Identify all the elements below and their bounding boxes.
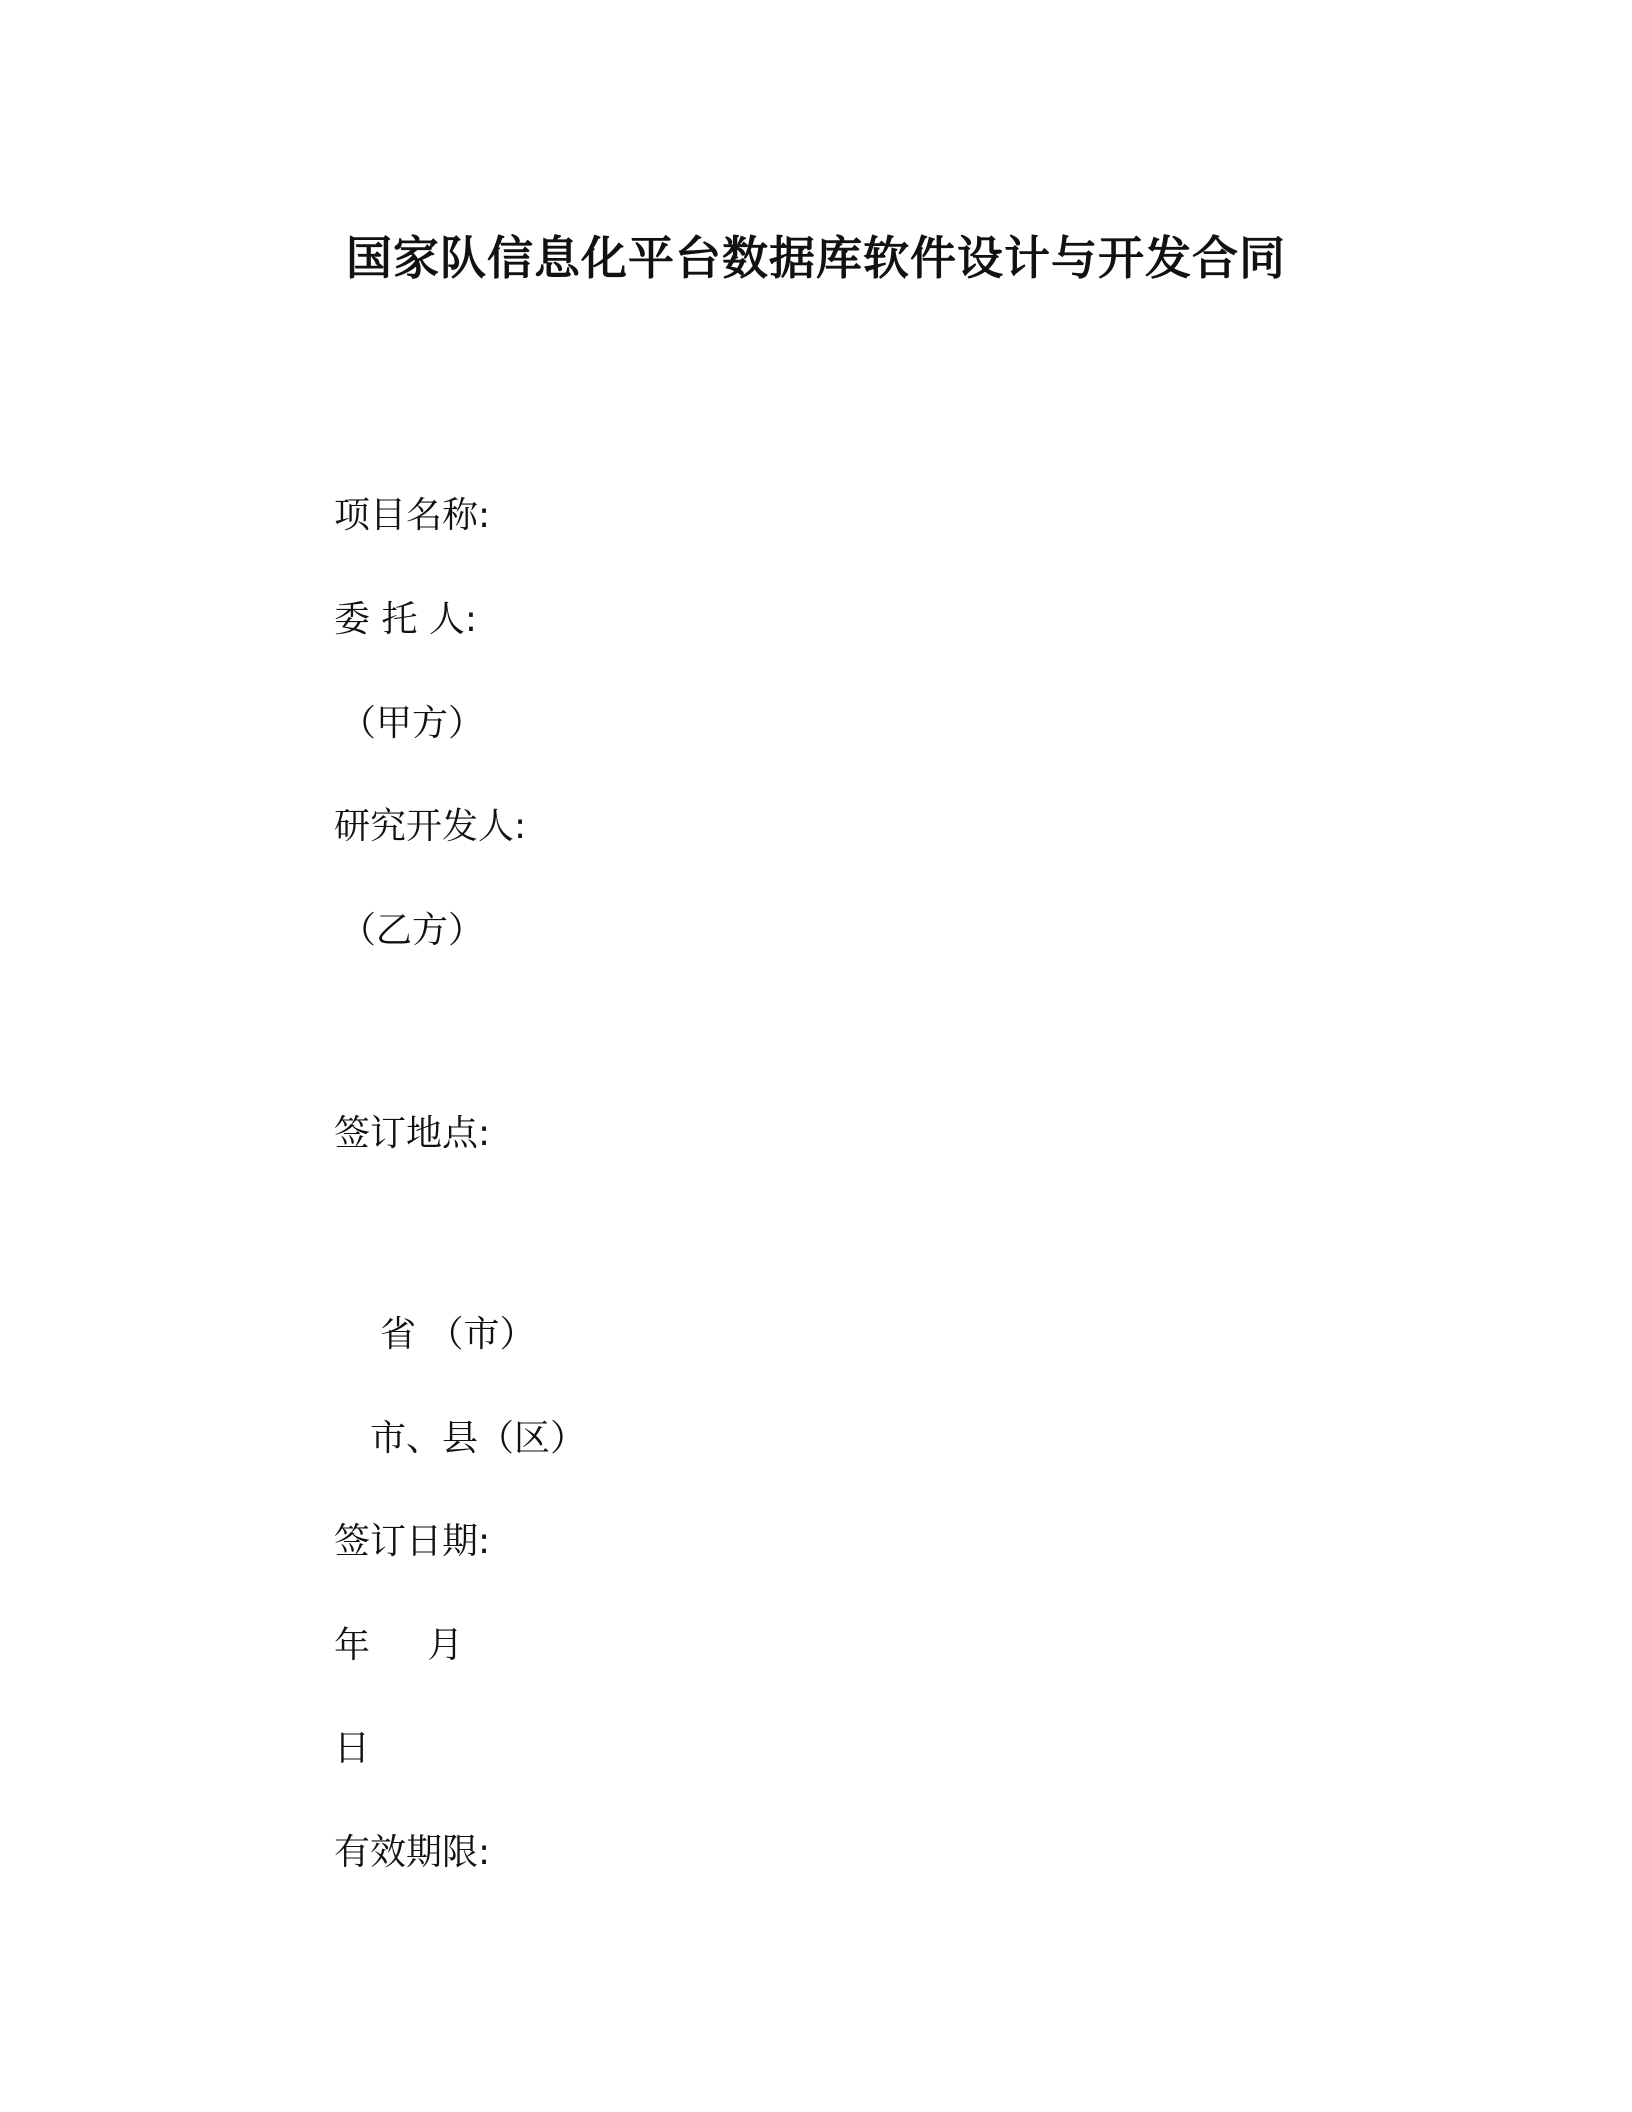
project-name-label: 项目名称: <box>334 495 491 536</box>
party-a-label: （甲方） <box>340 703 485 744</box>
developer-label: 研究开发人: <box>334 806 527 847</box>
province-line: 省 （市） <box>380 1314 536 1355</box>
county-line: 市、县（区） <box>370 1418 587 1459</box>
signing-date-label: 签订日期: <box>334 1521 491 1562</box>
validity-label: 有效期限: <box>334 1832 491 1873</box>
year-month-line: 年 月 <box>334 1625 464 1666</box>
client-label: 委 托 人: <box>334 599 478 640</box>
day-line: 日 <box>334 1728 371 1769</box>
party-b-label: （乙方） <box>340 910 485 951</box>
signing-place-label: 签订地点: <box>334 1113 491 1154</box>
contract-title: 国家队信息化平台数据库软件设计与开发合同 <box>346 231 1286 285</box>
